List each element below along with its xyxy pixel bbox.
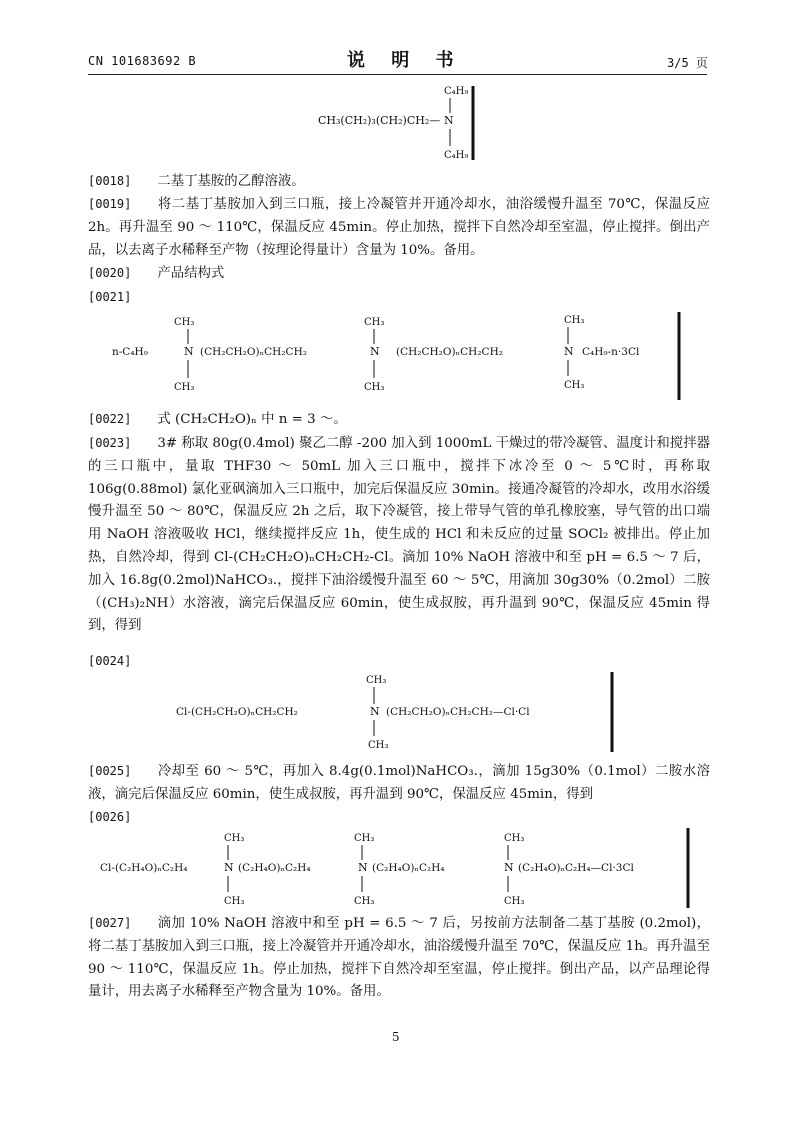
paragraph-tag: [0023] <box>88 436 132 450</box>
chem1-me-up-3: CH₃ <box>564 315 585 326</box>
paragraph-0021 <box>88 286 710 310</box>
chem3-n1: N <box>224 861 234 874</box>
paragraph-0019 <box>88 193 710 262</box>
patent-number: CN 101683692 B <box>88 54 197 68</box>
paragraph-0023 <box>88 432 710 638</box>
paragraph-tag: [0027] <box>88 916 132 930</box>
chem-structure-3 <box>100 824 700 912</box>
chem3-me-down-3: CH₃ <box>504 896 525 907</box>
chem3-me-down-1: CH₃ <box>224 896 245 907</box>
paragraph-text: 3# 称取 80g(0.4mol) 聚乙二醇 -200 加入到 1000mL 干燥过的带冷凝管、温度计和搅拌器的三口瓶中，量取 THF30 ～ 50mL 加入三口瓶中，搅拌下冰冷至 0 ～ 5℃时，再称取 106g(0.88mol) 氯化亚砜滴加入三口瓶中，加完后保温反应 30min。接通冷凝管的冷却水，改用水浴缓慢升温至 50 ～ 80℃，保温反应 2h 之后，取下冷凝管，接上带导气管的单孔橡胶塞，导气管的出口端用 NaOH 溶液吸收 HCl，继续搅拌反应 1h，使生成的 HCl 和未反应的过量 SOCl₂ 被排出。停止加热，自然冷却，得到 Cl-(CH₂CH₂O)ₙCH₂CH₂-Cl。滴加 10% NaOH 溶液中和至 pH = 6.5 ～ 7 后，加入 16.8g(0.2mol)NaHCO₃.，搅拌下油浴缓慢升温至 60 ～ 5℃，用滴加 30g30%（0.2mol）二胺（(CH₃)₂NH）水溶液，滴完后保温反应 60min，使生成叔胺，再升温到 90℃，保温反应 45min 得到，得到 <box>88 436 710 634</box>
paragraph-tag: [0024] <box>88 654 132 668</box>
chem3-me-up-2: CH₃ <box>354 833 375 844</box>
chem-top-chain: CH₃(CH₂)₃(CH₂)CH₂— <box>318 114 441 127</box>
chem2-seg2: (CH₂CH₂O)ₙCH₂CH₂—Cl·Cl <box>386 706 530 718</box>
chem1-seg3: (CH₂CH₂O)ₙCH₂CH₂ <box>396 346 503 358</box>
paragraph-tag: [0022] <box>88 412 132 426</box>
chem3-seg4: (C₂H₄O)ₙC₂H₄—Cl·3Cl <box>518 862 634 874</box>
paragraph-text: 冷却至 60 ～ 5℃，再加入 8.4g(0.1mol)NaHCO₃.，滴加 15g30%（0.1mol）二胺水溶液，滴完后保温反应 60min，使生成叔胺，再升温到 90℃，保温反应 45min，得到 <box>88 764 710 802</box>
paragraph-0018 <box>88 170 710 194</box>
paragraph-0025 <box>88 760 710 807</box>
chem-top-up: C₄H₉ <box>444 86 469 97</box>
chem1-me-down-3: CH₃ <box>564 380 585 391</box>
chem3-seg3: (C₂H₄O)ₙC₂H₄ <box>372 862 445 874</box>
paragraph-tag: [0026] <box>88 810 132 824</box>
paragraph-text: 式 (CH₂CH₂O)ₙ 中 n = 3 ～。 <box>157 412 347 427</box>
chem1-me-up-1: CH₃ <box>174 317 195 328</box>
chem1-seg1: n-C₄H₉ <box>112 346 148 358</box>
paragraph-tag: [0021] <box>88 290 132 304</box>
chem-top-n: N <box>444 114 454 127</box>
paragraph-tag: [0018] <box>88 174 132 188</box>
chem1-me-down-2: CH₃ <box>364 382 385 393</box>
chem3-me-up-3: CH₃ <box>504 833 525 844</box>
paragraph-tag: [0020] <box>88 266 132 280</box>
chem3-seg1: Cl-(C₂H₄O)ₙC₂H₄ <box>100 862 188 874</box>
header-rule <box>88 74 707 75</box>
chem1-n2: N <box>370 345 380 358</box>
chem-structure-top <box>316 80 486 166</box>
paragraph-0020 <box>88 262 710 286</box>
page-indicator: 3/5 页 <box>667 56 708 70</box>
page-number: 5 <box>392 1030 400 1044</box>
paragraph-0027 <box>88 912 710 1004</box>
chem3-n3: N <box>504 861 514 874</box>
chem3-me-down-2: CH₃ <box>354 896 375 907</box>
paragraph-text: 产品结构式 <box>157 266 225 281</box>
chem-top-down: C₄H₉ <box>444 150 469 161</box>
paragraph-tag: [0019] <box>88 197 132 211</box>
chem1-seg4: C₄H₉-n·3Cl <box>582 346 640 358</box>
chem3-seg2: (C₂H₄O)ₙC₂H₄ <box>238 862 311 874</box>
chem1-seg2: (CH₂CH₂O)ₙCH₂CH₂ <box>200 346 307 358</box>
chem3-n2: N <box>358 861 368 874</box>
paragraph-text: 滴加 10% NaOH 溶液中和至 pH = 6.5 ～ 7 后，另按前方法制备二基丁基胺 (0.2mol)，将二基丁基胺加入到三口瓶，接上冷凝管并开通冷却水，油浴缓慢升温至 70℃，保温反应 1h。再升温至 90 ～ 110℃，保温反应 1h。停止加热，搅拌下自然冷却至室温，停止搅拌。倒出产品，以产品理论得量计，用去离子水稀释至产物含量为 10%。备用。 <box>88 916 710 1000</box>
chem2-me-down: CH₃ <box>368 740 389 751</box>
chem1-n1: N <box>184 345 194 358</box>
paragraph-text: 二基丁基胺的乙醇溶液。 <box>157 174 305 189</box>
chem2-n: N <box>370 705 380 718</box>
paragraph-tag: [0025] <box>88 764 132 778</box>
chem1-me-up-2: CH₃ <box>364 317 385 328</box>
paragraph-text: 将二基丁基胺加入到三口瓶，接上冷凝管并开通冷却水，油浴缓慢升温至 70℃，保温反应 2h。再升温至 90 ～ 110℃，保温反应 45min。停止加热，搅拌下自然冷却至室温，停止搅拌。倒出产品，以去离子水稀释至产物（按理论得量计）含量为 10%。备用。 <box>88 197 710 258</box>
document-title: 说 明 书 <box>347 50 464 71</box>
chem2-seg1: Cl-(CH₂CH₂O)ₙCH₂CH₂ <box>176 706 298 718</box>
paragraph-0022 <box>88 408 710 432</box>
chem3-me-up-1: CH₃ <box>224 833 245 844</box>
chem1-me-down-1: CH₃ <box>174 382 195 393</box>
chem1-n3: N <box>564 345 574 358</box>
chem-structure-2 <box>176 668 626 756</box>
chem-structure-1 <box>112 310 692 404</box>
chem2-me-up: CH₃ <box>366 675 387 686</box>
